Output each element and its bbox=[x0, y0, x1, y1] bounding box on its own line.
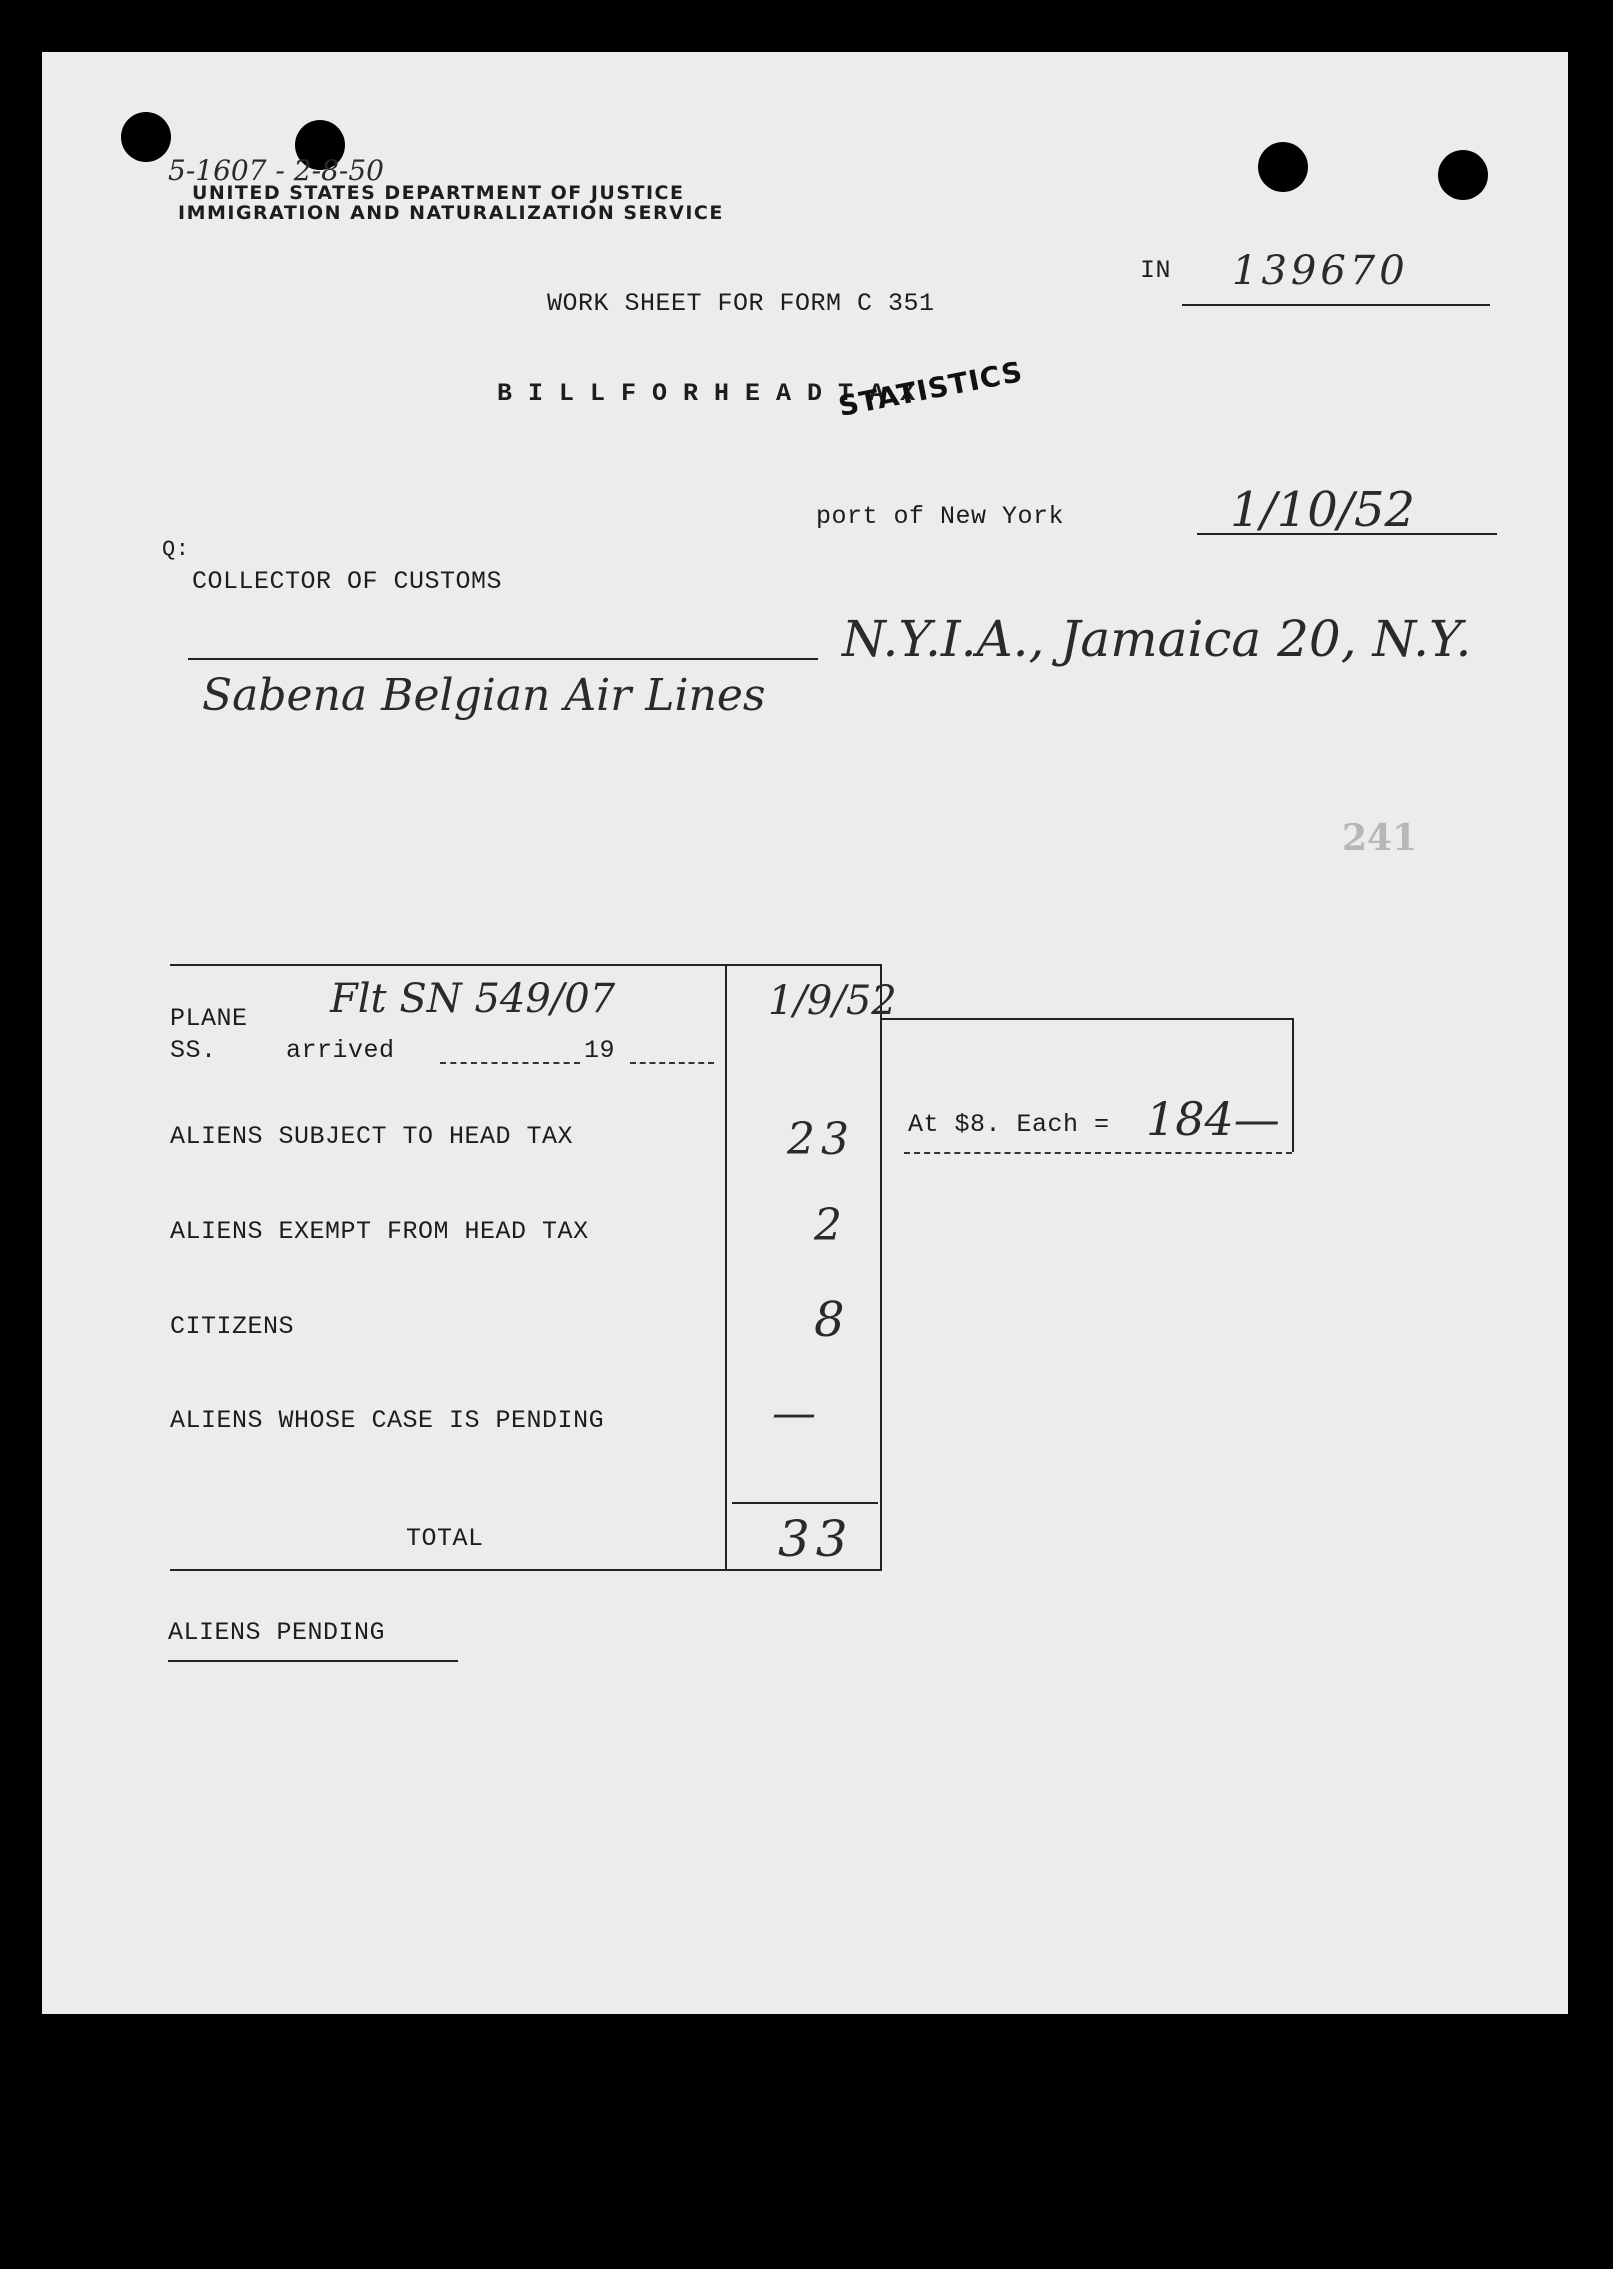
row-value-pending: — bbox=[772, 1388, 816, 1439]
rate-label: At $8. Each = bbox=[908, 1110, 1110, 1139]
flight-number: Flt SN 549/07 bbox=[330, 976, 616, 1022]
rate-amount: 184— bbox=[1146, 1092, 1280, 1146]
table-top-rule bbox=[170, 964, 882, 966]
row-label-exempt: ALIENS EXEMPT FROM HEAD TAX bbox=[170, 1217, 589, 1246]
date-line bbox=[1197, 533, 1497, 535]
department-line: UNITED STATES DEPARTMENT OF JUSTICE bbox=[192, 182, 685, 204]
form-title: WORK SHEET FOR FORM C 351 bbox=[547, 289, 935, 318]
bill-date: 1/10/52 bbox=[1230, 482, 1416, 538]
collector-line bbox=[188, 658, 818, 660]
in-number-line bbox=[1182, 304, 1490, 306]
service-line: IMMIGRATION AND NATURALIZATION SERVICE bbox=[178, 202, 724, 224]
to-label: Q: bbox=[162, 537, 190, 562]
row-value-citizens: 8 bbox=[814, 1292, 845, 1348]
table-divider-left bbox=[725, 964, 727, 1569]
year-label: 19 bbox=[584, 1036, 616, 1065]
plane-label: PLANE bbox=[170, 1004, 248, 1033]
row-value-exempt: 2 bbox=[814, 1200, 842, 1251]
row-value-subject: 23 bbox=[787, 1114, 855, 1165]
collector-label: COLLECTOR OF CUSTOMS bbox=[192, 567, 503, 596]
aliens-pending-label: ALIENS PENDING bbox=[168, 1618, 386, 1647]
total-value: 33 bbox=[778, 1510, 854, 1568]
punch-hole-top-right-2 bbox=[1438, 150, 1488, 200]
punch-hole-top-left bbox=[121, 112, 171, 162]
aliens-pending-rule bbox=[168, 1660, 458, 1662]
table-divider-right bbox=[880, 964, 882, 1569]
bill-title: B I L L F O R H E A D T A X bbox=[497, 379, 916, 408]
row-label-pending: ALIENS WHOSE CASE IS PENDING bbox=[170, 1406, 605, 1435]
row-label-subject: ALIENS SUBJECT TO HEAD TAX bbox=[170, 1122, 574, 1151]
document-sheet bbox=[42, 52, 1568, 2014]
page-number: 241 bbox=[1342, 817, 1418, 859]
in-number: 139670 bbox=[1232, 248, 1409, 294]
year-line bbox=[630, 1062, 714, 1064]
rate-box-right bbox=[1292, 1018, 1294, 1152]
in-label: IN bbox=[1140, 256, 1172, 285]
ss-label: SS. bbox=[170, 1036, 217, 1065]
row-label-citizens: CITIZENS bbox=[170, 1312, 295, 1341]
statistics-stamp: STATISTICS bbox=[835, 354, 1026, 423]
arrived-label: arrived bbox=[286, 1036, 395, 1065]
arrival-date: 1/9/52 bbox=[768, 978, 897, 1024]
rate-box-bottom bbox=[904, 1152, 1292, 1154]
punch-hole-top-right bbox=[1258, 142, 1308, 192]
carrier-name: Sabena Belgian Air Lines bbox=[202, 670, 766, 721]
total-label: TOTAL bbox=[406, 1524, 484, 1553]
table-bottom-rule bbox=[170, 1569, 882, 1571]
total-rule bbox=[732, 1502, 878, 1504]
form-code: 5-1607 - 2-8-50 bbox=[168, 154, 384, 187]
arrived-line bbox=[440, 1062, 580, 1064]
location: N.Y.I.A., Jamaica 20, N.Y. bbox=[842, 610, 1472, 668]
rate-box-top bbox=[882, 1018, 1292, 1020]
port-label: port of New York bbox=[816, 502, 1065, 531]
